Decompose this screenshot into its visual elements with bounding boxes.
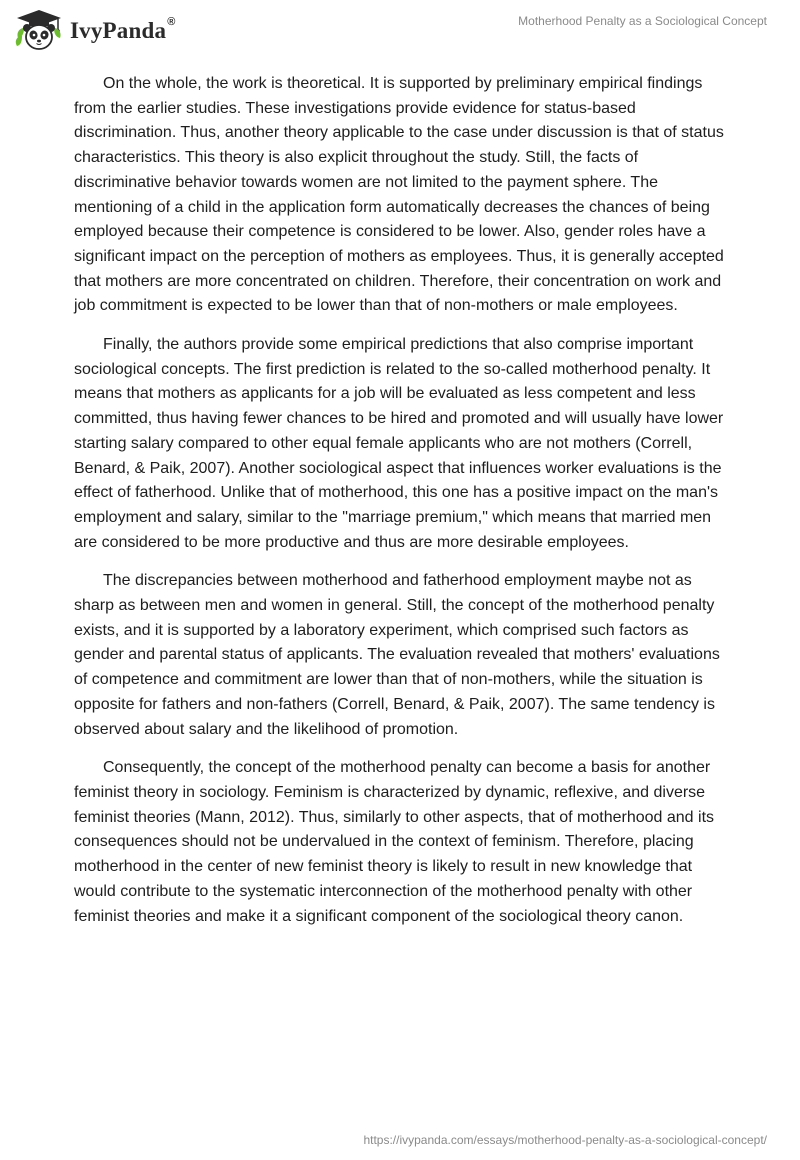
page-header [0, 0, 800, 60]
panda-graduate-icon [14, 8, 64, 52]
paragraph-1: On the whole, the work is theoretical. It is supported by preliminary empirical findings from the earlier studies. These investigations provide evidence for status-based discrimination. Thus, another theory applicable to the case under discussion is that of status characteristics. This theory is also explicit throughout the study. Still, the facts of discriminative behavior towards women are not limited to the payment sphere. The mentioning of a child in the application form automatically decreases the chances of being employed because their competence is considered to be lower. Also, gender roles have a significant impact on the perception of mothers as employees. Thus, it is generally accepted that mothers are more concentrated on children. Therefore, their concentration on work and job commitment is expected to be lower than that of non-mothers or male employees. [74, 75, 724, 315]
brand-name-text: IvyPanda [70, 17, 167, 43]
brand-name [70, 15, 176, 43]
registered-mark: ® [167, 15, 176, 28]
paragraph-4: Consequently, the concept of the motherhood penalty can become a basis for another feminist theory in sociology. Feminism is characterized by dynamic, reflexive, and diverse feminist theories (Mann, 2012). Thus, similarly to other aspects, that of motherhood and its consequences should not be undervalued in the context of feminism. Therefore, placing motherhood in the center of new feminist theory is likely to result in new knowledge that would contribute to the systematic interconnection of the motherhood penalty with other feminist theories and make it a significant component of the sociological theory canon. [74, 759, 715, 925]
document-title: Motherhood Penalty as a Sociological Concept [518, 14, 767, 28]
brand-logo[interactable] [14, 8, 176, 52]
paragraph-2: Finally, the authors provide some empirical predictions that also comprise important sociological concepts. The first prediction is related to the so-called motherhood penalty. It means that mothers as applicants for a job will be evaluated as less competent and less committed, thus having fewer chances to be hired and promoted and will usually have lower starting salary compared to other equal female applicants who are not mothers (Correll, Benard, & Paik, 2007). Another sociological aspect that influences worker evaluations is the effect of fatherhood. Unlike that of motherhood, this one has a positive impact on the man's employment and salary, similar to the "marriage premium," which means that married men are considered to be more productive and thus are more desirable employees. [74, 336, 724, 551]
paragraph-3: The discrepancies between motherhood and fatherhood employment maybe not as sharp as between men and women in general. Still, the concept of the motherhood penalty exists, and it is supported by a laboratory experiment, which comprised such factors as gender and parental status of applicants. The evaluation revealed that mothers' evaluations of competence and commitment are lower than that of non-mothers, while the situation is opposite for fathers and non-fathers (Correll, Benard, & Paik, 2007). The same tendency is observed about salary and the likelihood of promotion. [74, 572, 720, 738]
essay-body [74, 72, 728, 943]
source-url-link[interactable]: https://ivypanda.com/essays/motherhood-penalty-as-a-sociological-concept/ [363, 1133, 767, 1147]
